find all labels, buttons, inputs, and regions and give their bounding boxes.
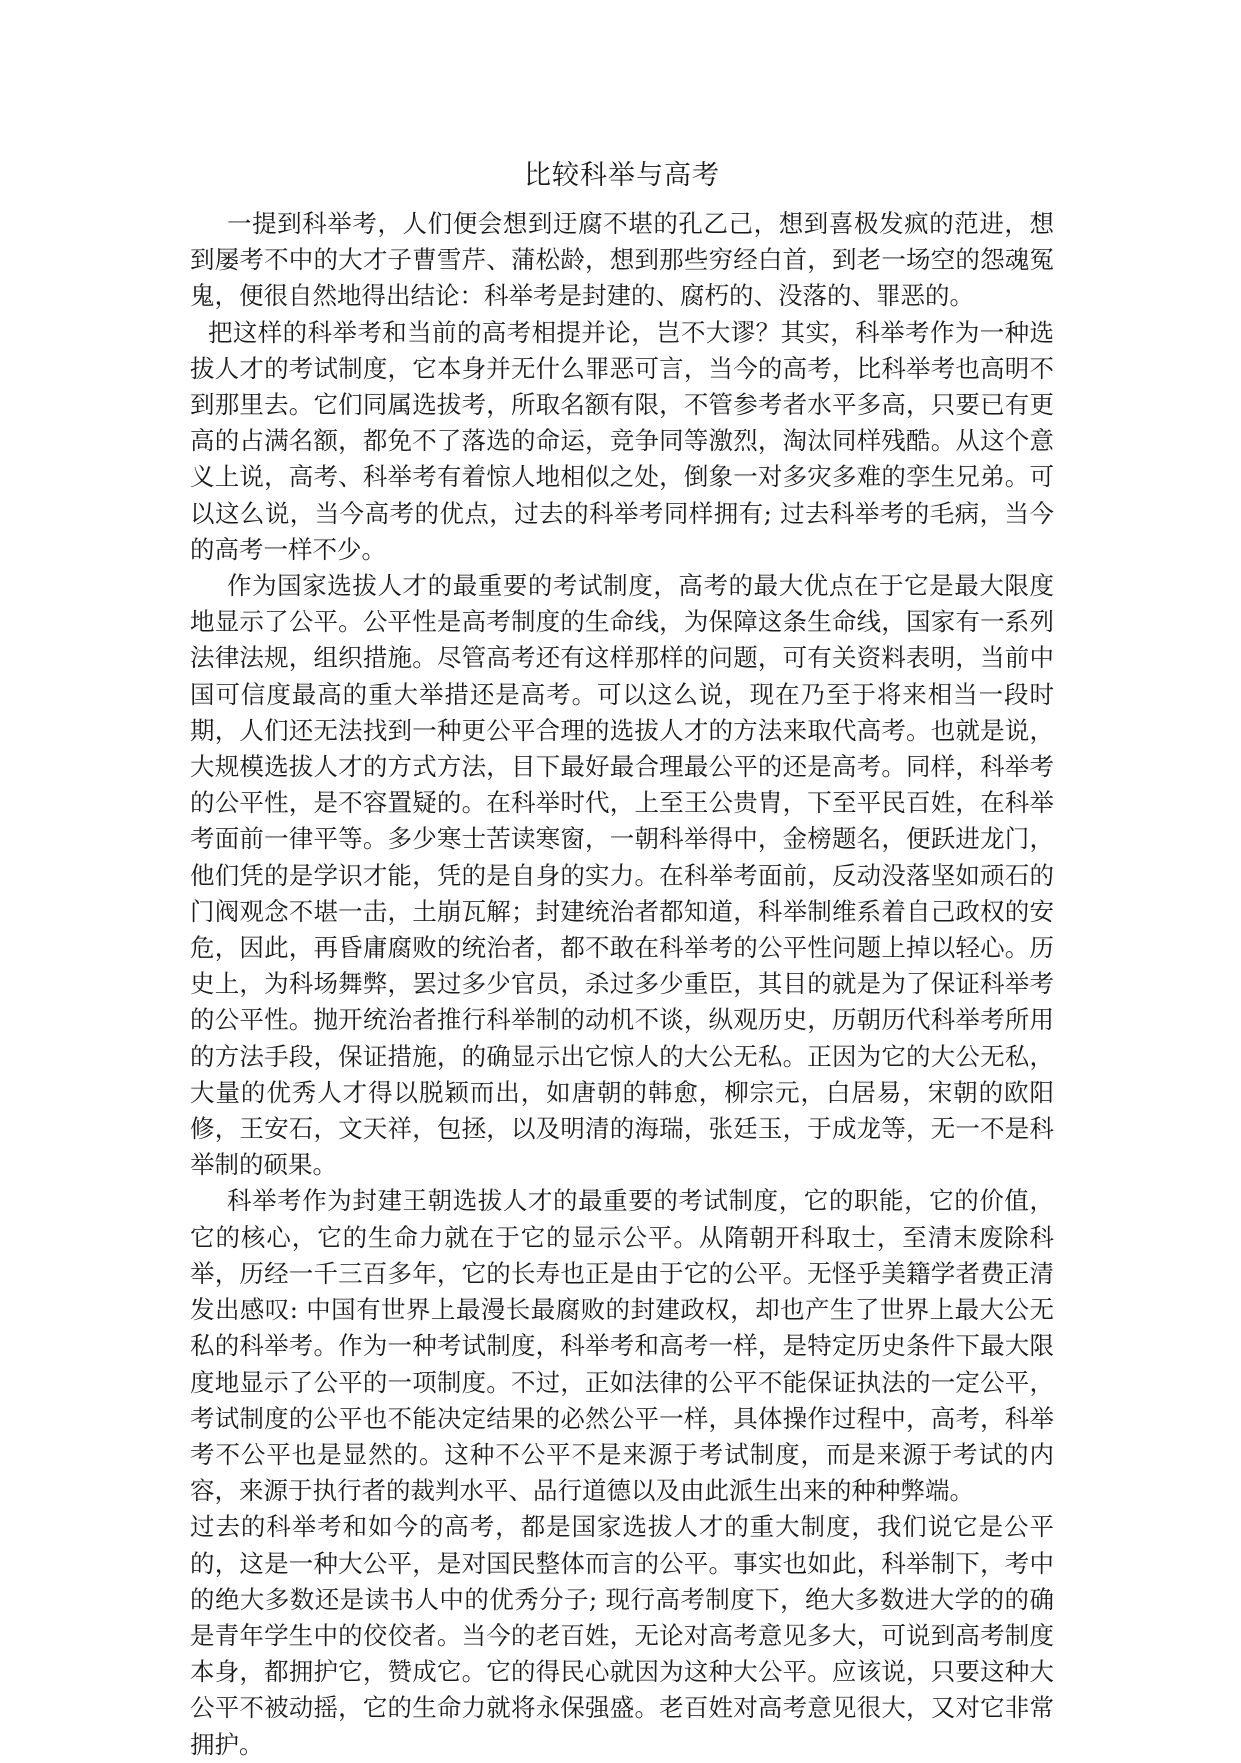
paragraph-3: 作为国家选拔人才的最重要的考试制度，高考的最大优点在于它是最大限度地显示了公平。公平性是高考制度的生命线，为保障这条生命线，国家有一系列法律法规，组织措施。尽管高考还有这样那样的问题，可有关资料表明，当前中国可信度最高的重大举措还是高考。可以这么说，现在乃至于将来相当一段时期，人们还无法找到一种更公平合理的选拔人才的方法来取代高考。也就是说，大规模选拔人才的方式方法，目下最好最合理最公平的还是高考。同样，科举考的公平性，是不容置疑的。在科举时代，上至王公贵胄，下至平民百姓，在科举考面前一律平等。多少寒士苦读寒窗，一朝科举得中，金榜题名，便跃进龙门，他们凭的是学识才能，凭的是自身的实力。在科举考面前，反动没落坚如顽石的门阀观念不堪一击，土崩瓦解；封建统治者都知道，科举制维系着自己政权的安危，因此，再昏庸腐败的统治者，都不敢在科举考的公平性问题上掉以轻心。历史上，为科场舞弊，罢过多少官员，杀过多少重臣，其目的就是为了保证科举考的公平性。抛开统治者推行科举制的动机不谈，纵观历史，历朝历代科举考所用的方法手段，保证措施，的确显示出它惊人的大公无私。正因为它的大公无私，大量的优秀人才得以脱颖而出，如唐朝的韩愈，柳宗元，白居易，宋朝的欧阳修，王安石，文天祥，包拯，以及明清的海瑞，张廷玉，于成龙等，无一不是科举制的硕果。 (190, 571, 1054, 1180)
paragraph-1: 一提到科举考，人们便会想到迂腐不堪的孔乙己，想到喜极发疯的范进，想到屡考不中的大才子曹雪芹、蒲松龄，想到那些穷经白首，到老一场空的怨魂冤鬼，便很自然地得出结论：科举考是封建的、腐朽的、没落的、罪恶的。 (190, 209, 1054, 311)
paragraph-4: 科举考作为封建王朝选拔人才的最重要的考试制度，它的职能，它的价值，它的核心，它的生命力就在于它的显示公平。从隋朝开科取士，至清末废除科举，历经一千三百多年，它的长寿也正是由于它的公平。无怪乎美籍学者费正清发出感叹: 中国有世界上最漫长最腐败的封建政权，却也产生了世界上最大公无私的科举考。作为一种考试制度，科举考和高考一样，是特定历史条件下最大限度地显示了公平的一项制度。不过，正如法律的公平不能保证执法的一定公平，考试制度的公平也不能决定结果的必然公平一样，具体操作过程中，高考，科举考不公平也是显然的。这种不公平不是来源于考试制度，而是来源于考试的内容，来源于执行者的裁判水平、品行道德以及由此派生出来的种种弊端。 (190, 1186, 1054, 1506)
document-title: 比较科举与高考 (524, 160, 720, 191)
document-page (190, 158, 1054, 1763)
paragraph-5: 过去的科举考和如今的高考，都是国家选拔人才的重大制度，我们说它是公平的，这是一种大公平，是对国民整体而言的公平。事实也如此，科举制下，考中的绝大多数还是读书人中的优秀分子; 现行高考制度下，绝大多数进大学的的确是青年学生中的佼佼者。当今的老百姓，无论对高考意见多大，可说到高考制度本身，都拥护它，赞成它。它的得民心就因为这种大公平。应该说，只要这种大公平不被动摇，它的生命力就将永保强盛。老百姓对高考意见很大，又对它非常拥护。 (190, 1512, 1054, 1759)
paragraph-2: 把这样的科举考和当前的高考相提并论，岂不大谬？其实，科举考作为一种选拔人才的考试制度，它本身并无什么罪恶可言，当今的高考，比科举考也高明不到那里去。它们同属选拔考，所取名额有限，不管参考者水平多高，只要已有更高的占满名额，都免不了落选的命运，竞争同等激烈，淘汰同样残酷。从这个意义上说，高考、科举考有着惊人地相似之处，倒象一对多灾多难的孪生兄弟。可以这么说，当今高考的优点，过去的科举考同样拥有; 过去科举考的毛病，当今的高考一样不少。 (190, 317, 1054, 564)
